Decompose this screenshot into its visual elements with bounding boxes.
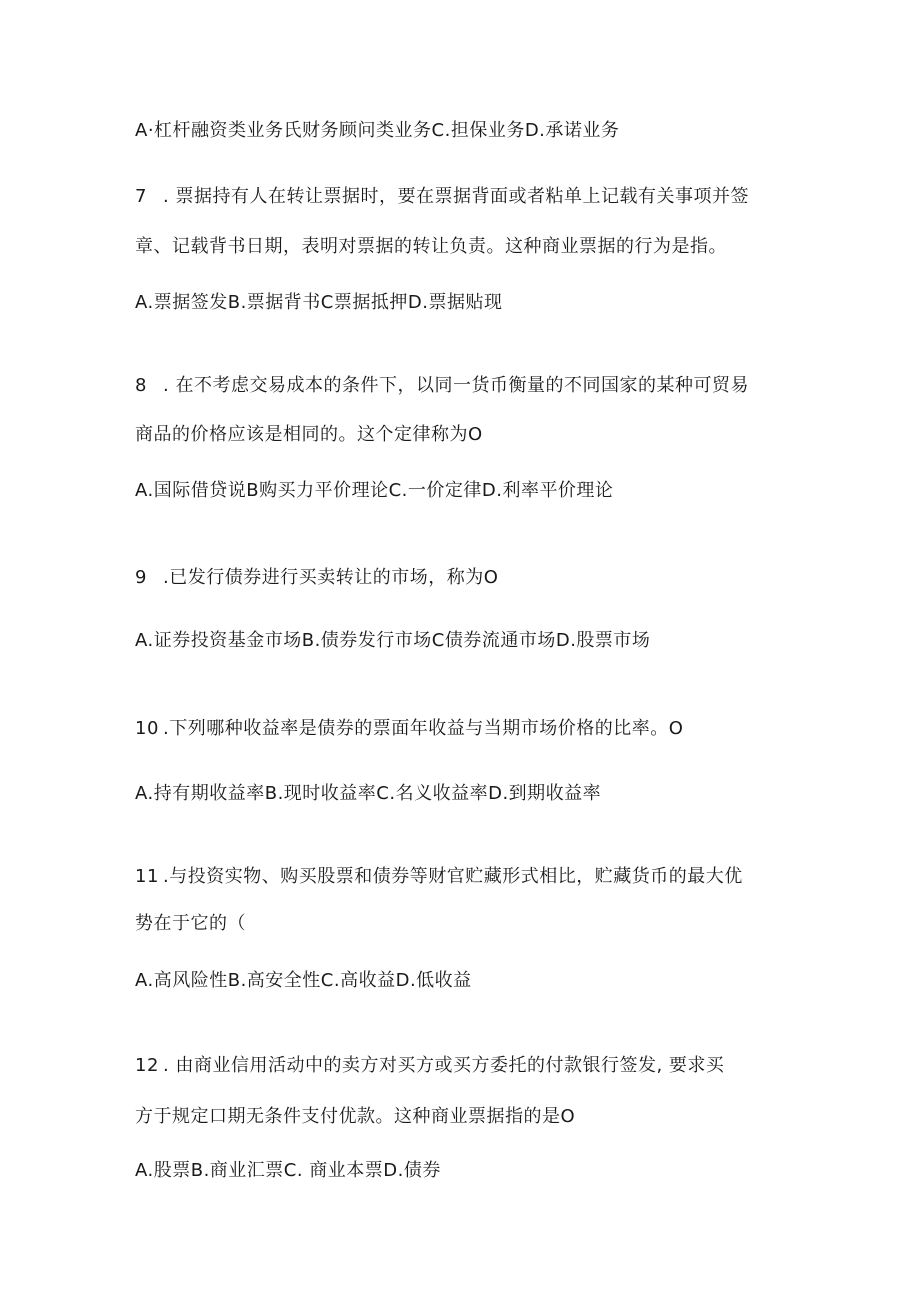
line-text: .已发行债券进行买卖转让的市场，称为O bbox=[163, 567, 499, 588]
question-12-line-2 bbox=[135, 1104, 815, 1130]
question-7-line-2 bbox=[135, 234, 815, 260]
line-text: A.国际借贷说B购买力平价理论C.一价定律D.利率平价理论 bbox=[135, 480, 614, 501]
question-number: 7 bbox=[135, 186, 147, 207]
line-text: A.持有期收益率B.现时收益率C.名义收益率D.到期收益率 bbox=[135, 783, 602, 804]
line-text: 章、记载背书日期，表明对票据的转让负责。这种商业票据的行为是指。 bbox=[135, 236, 727, 257]
question-number: 10 bbox=[135, 718, 159, 739]
question-9-line-1 bbox=[135, 565, 815, 591]
question-number: 8 bbox=[135, 375, 147, 396]
answer-options-8 bbox=[135, 478, 815, 504]
question-11-line-2 bbox=[135, 911, 815, 937]
line-text: A.高风险性B.高安全性C.高收益D.低收益 bbox=[135, 970, 472, 991]
line-text: . 票据持有人在转让票据时，要在票据背面或者粘单上记载有关事项并签 bbox=[163, 186, 749, 207]
line-text: . 由商业信用活动中的卖方对买方或买方委托的付款银行签发, 要求买 bbox=[163, 1055, 725, 1076]
answer-options-12 bbox=[135, 1158, 815, 1184]
line-text: A.股票B.商业汇票C. 商业本票D.债券 bbox=[135, 1160, 441, 1181]
line-text: A.证券投资基金市场B.债券发行市场C债券流通市场D.股票市场 bbox=[135, 630, 651, 651]
question-10-line-1 bbox=[135, 716, 815, 742]
line-text: 商品的价格应该是相同的。这个定律称为O bbox=[135, 424, 483, 445]
line-text: 势在于它的（ bbox=[135, 913, 246, 934]
question-number: 12 bbox=[135, 1055, 159, 1076]
line-text: A·杠杆融资类业务氏财务顾问类业务C.担保业务D.承诺业务 bbox=[135, 120, 620, 141]
question-number: 11 bbox=[135, 866, 159, 887]
question-8-line-1 bbox=[135, 373, 815, 399]
question-number: 9 bbox=[135, 567, 147, 588]
question-8-line-2 bbox=[135, 422, 815, 448]
line-text: . 在不考虑交易成本的条件下，以同一货币衡量的不同国家的某种可贸易 bbox=[163, 375, 749, 396]
answer-options-10 bbox=[135, 781, 815, 807]
line-text: .下列哪种收益率是债券的票面年收益与当期市场价格的比率。O bbox=[163, 718, 684, 739]
question-7-line-1 bbox=[135, 184, 815, 210]
answer-options-9 bbox=[135, 628, 815, 654]
question-12-line-1 bbox=[135, 1053, 815, 1079]
question-11-line-1 bbox=[135, 864, 815, 890]
answer-options-6 bbox=[135, 118, 815, 144]
line-text: .与投资实物、购买股票和债券等财官贮藏形式相比，贮藏货币的最大优 bbox=[163, 866, 743, 887]
line-text: 方于规定口期无条件支付优款。这种商业票据指的是O bbox=[135, 1106, 576, 1127]
line-text: A.票据签发B.票据背书C票据抵押D.票据贴现 bbox=[135, 292, 503, 313]
answer-options-11 bbox=[135, 968, 815, 994]
answer-options-7 bbox=[135, 290, 815, 316]
